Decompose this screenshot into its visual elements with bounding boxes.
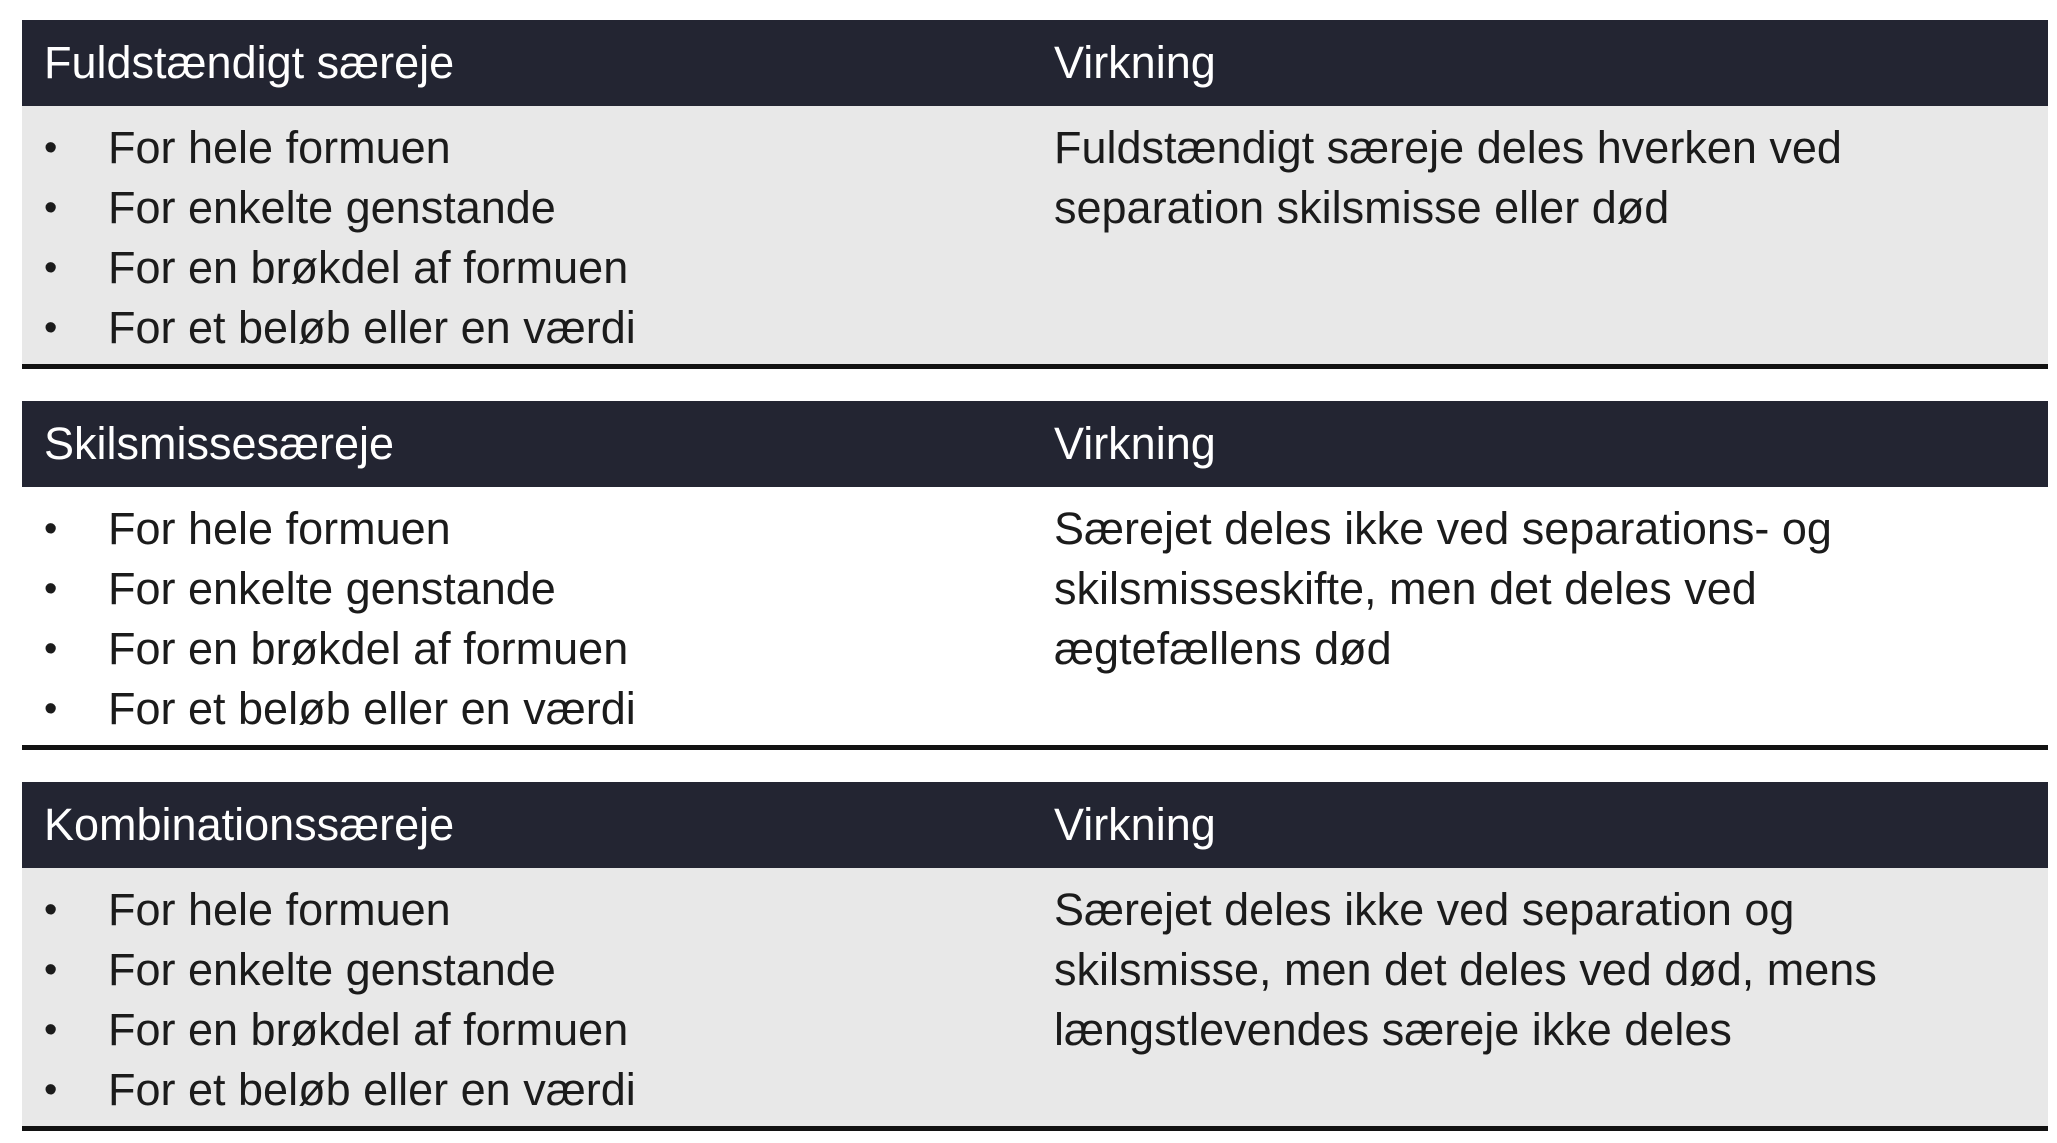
list-item: • For enkelte genstande [22,559,636,619]
list-item: • For et beløb eller en værdi [22,298,636,358]
table-body [22,487,2048,750]
bullet-icon: • [44,1009,58,1051]
bullet-list [22,118,636,358]
table-header [22,782,2048,868]
list-item: • For hele formuen [22,880,636,940]
bullet-icon: • [44,628,58,670]
bullet-icon: • [44,307,58,349]
effect-description: Særejet deles ikke ved separation og skilsmisse, men det deles ved død, mens længstlevendes særeje ikke deles [1054,884,1877,1055]
bullet-icon: • [44,688,58,730]
bullet-icon: • [44,187,58,229]
bullet-list [22,880,636,1120]
effect-description: Særejet deles ikke ved separations- og skilsmisseskifte, men det deles ved ægtefællens død [1054,503,1832,674]
list-item: • For et beløb eller en værdi [22,1060,636,1120]
table-header [22,401,2048,487]
list-item: • For hele formuen [22,118,636,178]
bullet-icon: • [44,127,58,169]
list-item: • For enkelte genstande [22,178,636,238]
header-type: Kombinationssæreje [44,799,455,850]
list-item: • For et beløb eller en værdi [22,679,636,739]
header-effect: Virkning [1054,418,1216,469]
table-body [22,106,2048,369]
list-item: • For enkelte genstande [22,940,636,1000]
list-item: • For en brøkdel af formuen [22,1000,636,1060]
table-fuldstaendigt-saereje [22,20,2048,369]
list-item: • For hele formuen [22,499,636,559]
bullet-icon: • [44,1069,58,1111]
header-effect: Virkning [1054,799,1216,850]
header-effect: Virkning [1054,37,1216,88]
effect-description: Fuldstændigt særeje deles hverken ved separation skilsmisse eller død [1054,122,1842,233]
bullet-icon: • [44,247,58,289]
header-type: Fuldstændigt særeje [44,37,455,88]
bullet-icon: • [44,508,58,550]
bullet-icon: • [44,949,58,991]
header-type: Skilsmissesæreje [44,418,395,469]
table-kombinationssaereje [22,782,2048,1131]
bullet-icon: • [44,568,58,610]
table-header [22,20,2048,106]
bullet-icon: • [44,889,58,931]
table-skilsmissesaereje [22,401,2048,750]
bullet-list [22,499,636,739]
list-item: • For en brøkdel af formuen [22,238,636,298]
table-body [22,868,2048,1131]
list-item: • For en brøkdel af formuen [22,619,636,679]
